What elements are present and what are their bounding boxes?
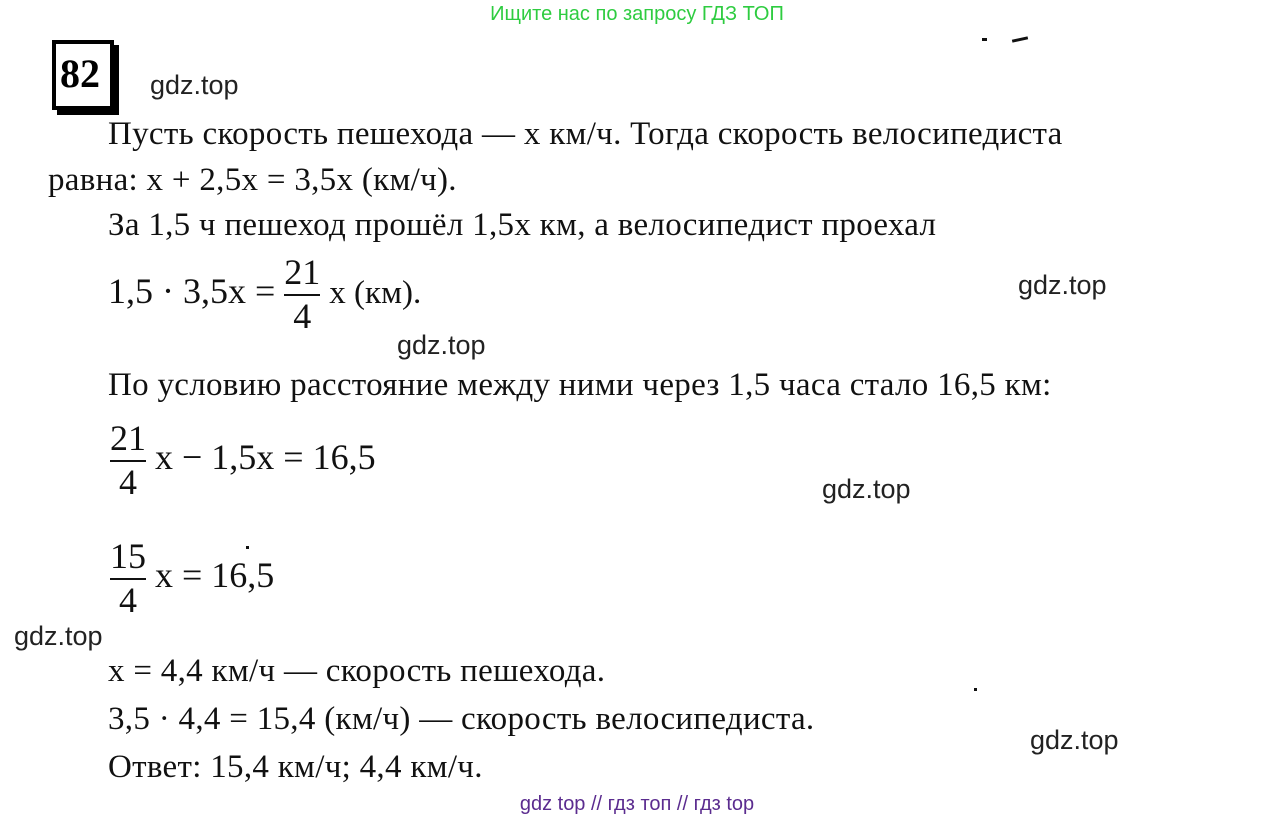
equation-1-right: x (км). xyxy=(329,275,422,312)
equation-1 xyxy=(108,254,421,336)
equation-3 xyxy=(110,538,274,620)
fraction-denominator: 4 xyxy=(119,461,137,502)
watermark: gdz.top xyxy=(822,474,911,504)
fraction-numerator: 21 xyxy=(284,252,321,292)
fraction xyxy=(110,538,146,620)
fraction-numerator: 21 xyxy=(110,418,146,458)
fraction xyxy=(110,420,146,502)
scan-speck xyxy=(982,38,987,41)
text-line-4: По условию расстояние между ними через 1,5 часа стало 16,5 км: xyxy=(108,367,1052,403)
problem-number: 82 xyxy=(60,51,100,96)
watermark: gdz.top xyxy=(14,621,103,651)
fraction xyxy=(284,254,320,336)
search-banner[interactable]: Ищите нас по запросу ГДЗ ТОП xyxy=(490,3,784,25)
text-line-2: равна: x + 2,5x = 3,5x (км/ч). xyxy=(48,162,457,198)
text-line-6: 3,5 · 4,4 = 15,4 (км/ч) — скорость велосипедиста. xyxy=(108,701,815,737)
watermark: gdz.top xyxy=(150,70,239,100)
problem-number-box xyxy=(52,40,114,110)
watermark: gdz.top xyxy=(1018,270,1107,300)
equation-2 xyxy=(110,420,376,502)
scan-speck xyxy=(974,688,977,691)
fraction-denominator: 4 xyxy=(119,579,137,620)
scan-speck xyxy=(1012,36,1028,42)
watermark: gdz.top xyxy=(1030,725,1119,755)
equation-1-left: 1,5 · 3,5x = xyxy=(108,271,276,312)
fraction-numerator: 15 xyxy=(110,536,146,576)
footer-links[interactable]: gdz top // гдз топ // гдз top xyxy=(519,793,755,815)
fraction-denominator: 4 xyxy=(293,295,312,336)
text-line-3: За 1,5 ч пешеход прошёл 1,5x км, а велосипедист проехал xyxy=(108,207,937,243)
watermark: gdz.top xyxy=(397,330,486,360)
equation-2-right: x − 1,5x = 16,5 xyxy=(155,437,376,478)
text-line-1: Пусть скорость пешехода — x км/ч. Тогда скорость велосипедиста xyxy=(108,116,1063,152)
answer-line: Ответ: 15,4 км/ч; 4,4 км/ч. xyxy=(108,749,483,785)
text-line-5: x = 4,4 км/ч — скорость пешехода. xyxy=(108,653,606,689)
equation-3-right: x = 16,5 xyxy=(155,555,275,596)
